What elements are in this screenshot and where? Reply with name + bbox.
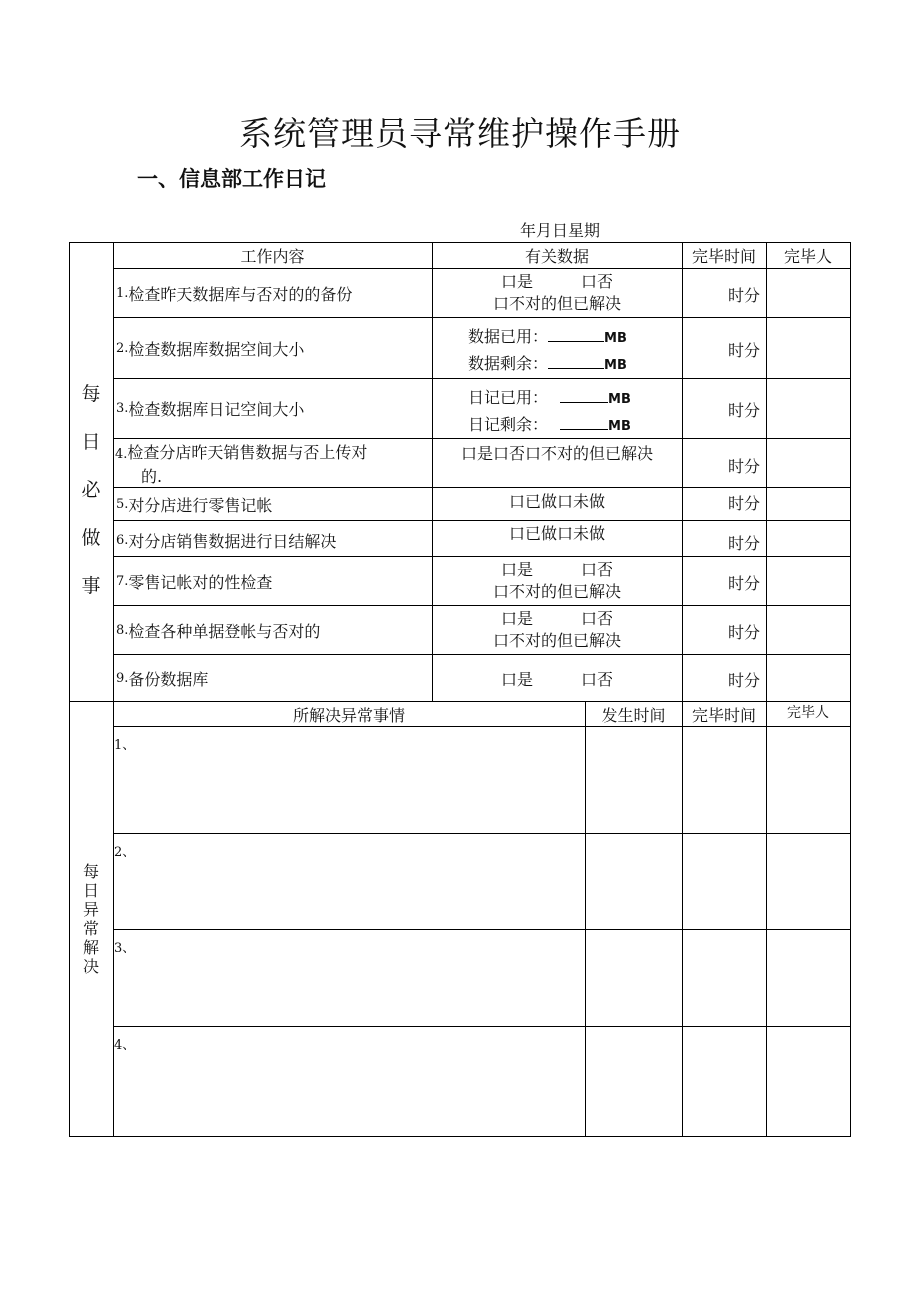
row-8-data[interactable]: 口是 口否 口不对的但已解决 bbox=[492, 609, 621, 650]
row-2-data[interactable]: 数据已用： MB 数据剩余： MB bbox=[468, 327, 627, 373]
exception-row-3[interactable]: 3、 bbox=[114, 941, 136, 956]
row-8-time: 时分 bbox=[728, 623, 761, 642]
header-finisher-2: 完毕人 bbox=[787, 705, 829, 721]
row-1-data[interactable]: 口是 口否 口不对的但已解决 bbox=[492, 272, 621, 313]
row-3-time: 时分 bbox=[728, 401, 761, 420]
header-finisher: 完毕人 bbox=[783, 247, 832, 266]
row-4-time: 时分 bbox=[728, 457, 761, 476]
row-5-time: 时分 bbox=[728, 494, 761, 513]
task-row-2: 2. 检查数据库数据空间大小 bbox=[116, 339, 305, 359]
date-line: 年月日星期 bbox=[520, 221, 601, 240]
exception-row-2[interactable]: 2、 bbox=[114, 845, 136, 860]
daily-tasks-side-label: 每 日 必 做 事 bbox=[81, 383, 101, 597]
exception-row-1[interactable]: 1、 bbox=[114, 738, 136, 753]
task-row-7: 7. 零售记帐对的性检查 bbox=[116, 572, 273, 592]
task-row-8: 8. 检查各种单据登帐与否对的 bbox=[116, 621, 321, 641]
row-2-time: 时分 bbox=[728, 341, 761, 360]
section-heading: 一、信息部工作日记 bbox=[137, 167, 326, 191]
row-5-data[interactable]: 口已做口未做 bbox=[508, 491, 605, 511]
task-row-6: 6. 对分店销售数据进行日结解决 bbox=[116, 532, 337, 551]
task-row-9: 9. 备份数据库 bbox=[116, 669, 209, 689]
row-9-data[interactable]: 口是 口否 bbox=[500, 669, 613, 689]
task-row-4: 4.检查分店昨天销售数据与否上传对 的. bbox=[115, 443, 368, 486]
header-work-content: 工作内容 bbox=[240, 247, 305, 266]
task-row-5: 5. 对分店进行零售记帐 bbox=[116, 495, 273, 515]
row-6-data[interactable]: 口已做口未做 bbox=[508, 523, 605, 543]
row-4-data[interactable]: 口是口否口不对的但已解决 bbox=[460, 444, 653, 463]
document-title: 系统管理员寻常维护操作手册 bbox=[239, 114, 681, 153]
header-finish-time: 完毕时间 bbox=[691, 247, 756, 266]
row-9-time: 时分 bbox=[728, 671, 761, 690]
header-related-data: 有关数据 bbox=[524, 247, 589, 266]
exception-row-4[interactable]: 4、 bbox=[114, 1038, 136, 1053]
row-3-data[interactable]: 日记已用： MB 日记剩余： MB bbox=[468, 388, 631, 434]
task-row-1: 1. 检查昨天数据库与否对的的备份 bbox=[116, 284, 353, 304]
row-6-time: 时分 bbox=[728, 534, 761, 553]
row-7-time: 时分 bbox=[728, 574, 761, 593]
header-finish-time-2: 完毕时间 bbox=[691, 705, 756, 725]
row-7-data[interactable]: 口是 口否 口不对的但已解决 bbox=[492, 560, 621, 601]
task-row-3: 3. 检查数据库日记空间大小 bbox=[116, 400, 305, 419]
row-1-time: 时分 bbox=[728, 286, 761, 305]
exception-side-label: 每日异常解决 bbox=[82, 862, 99, 976]
header-occur-time: 发生时间 bbox=[601, 705, 666, 725]
header-exception-event: 所解决异常事情 bbox=[292, 705, 405, 725]
